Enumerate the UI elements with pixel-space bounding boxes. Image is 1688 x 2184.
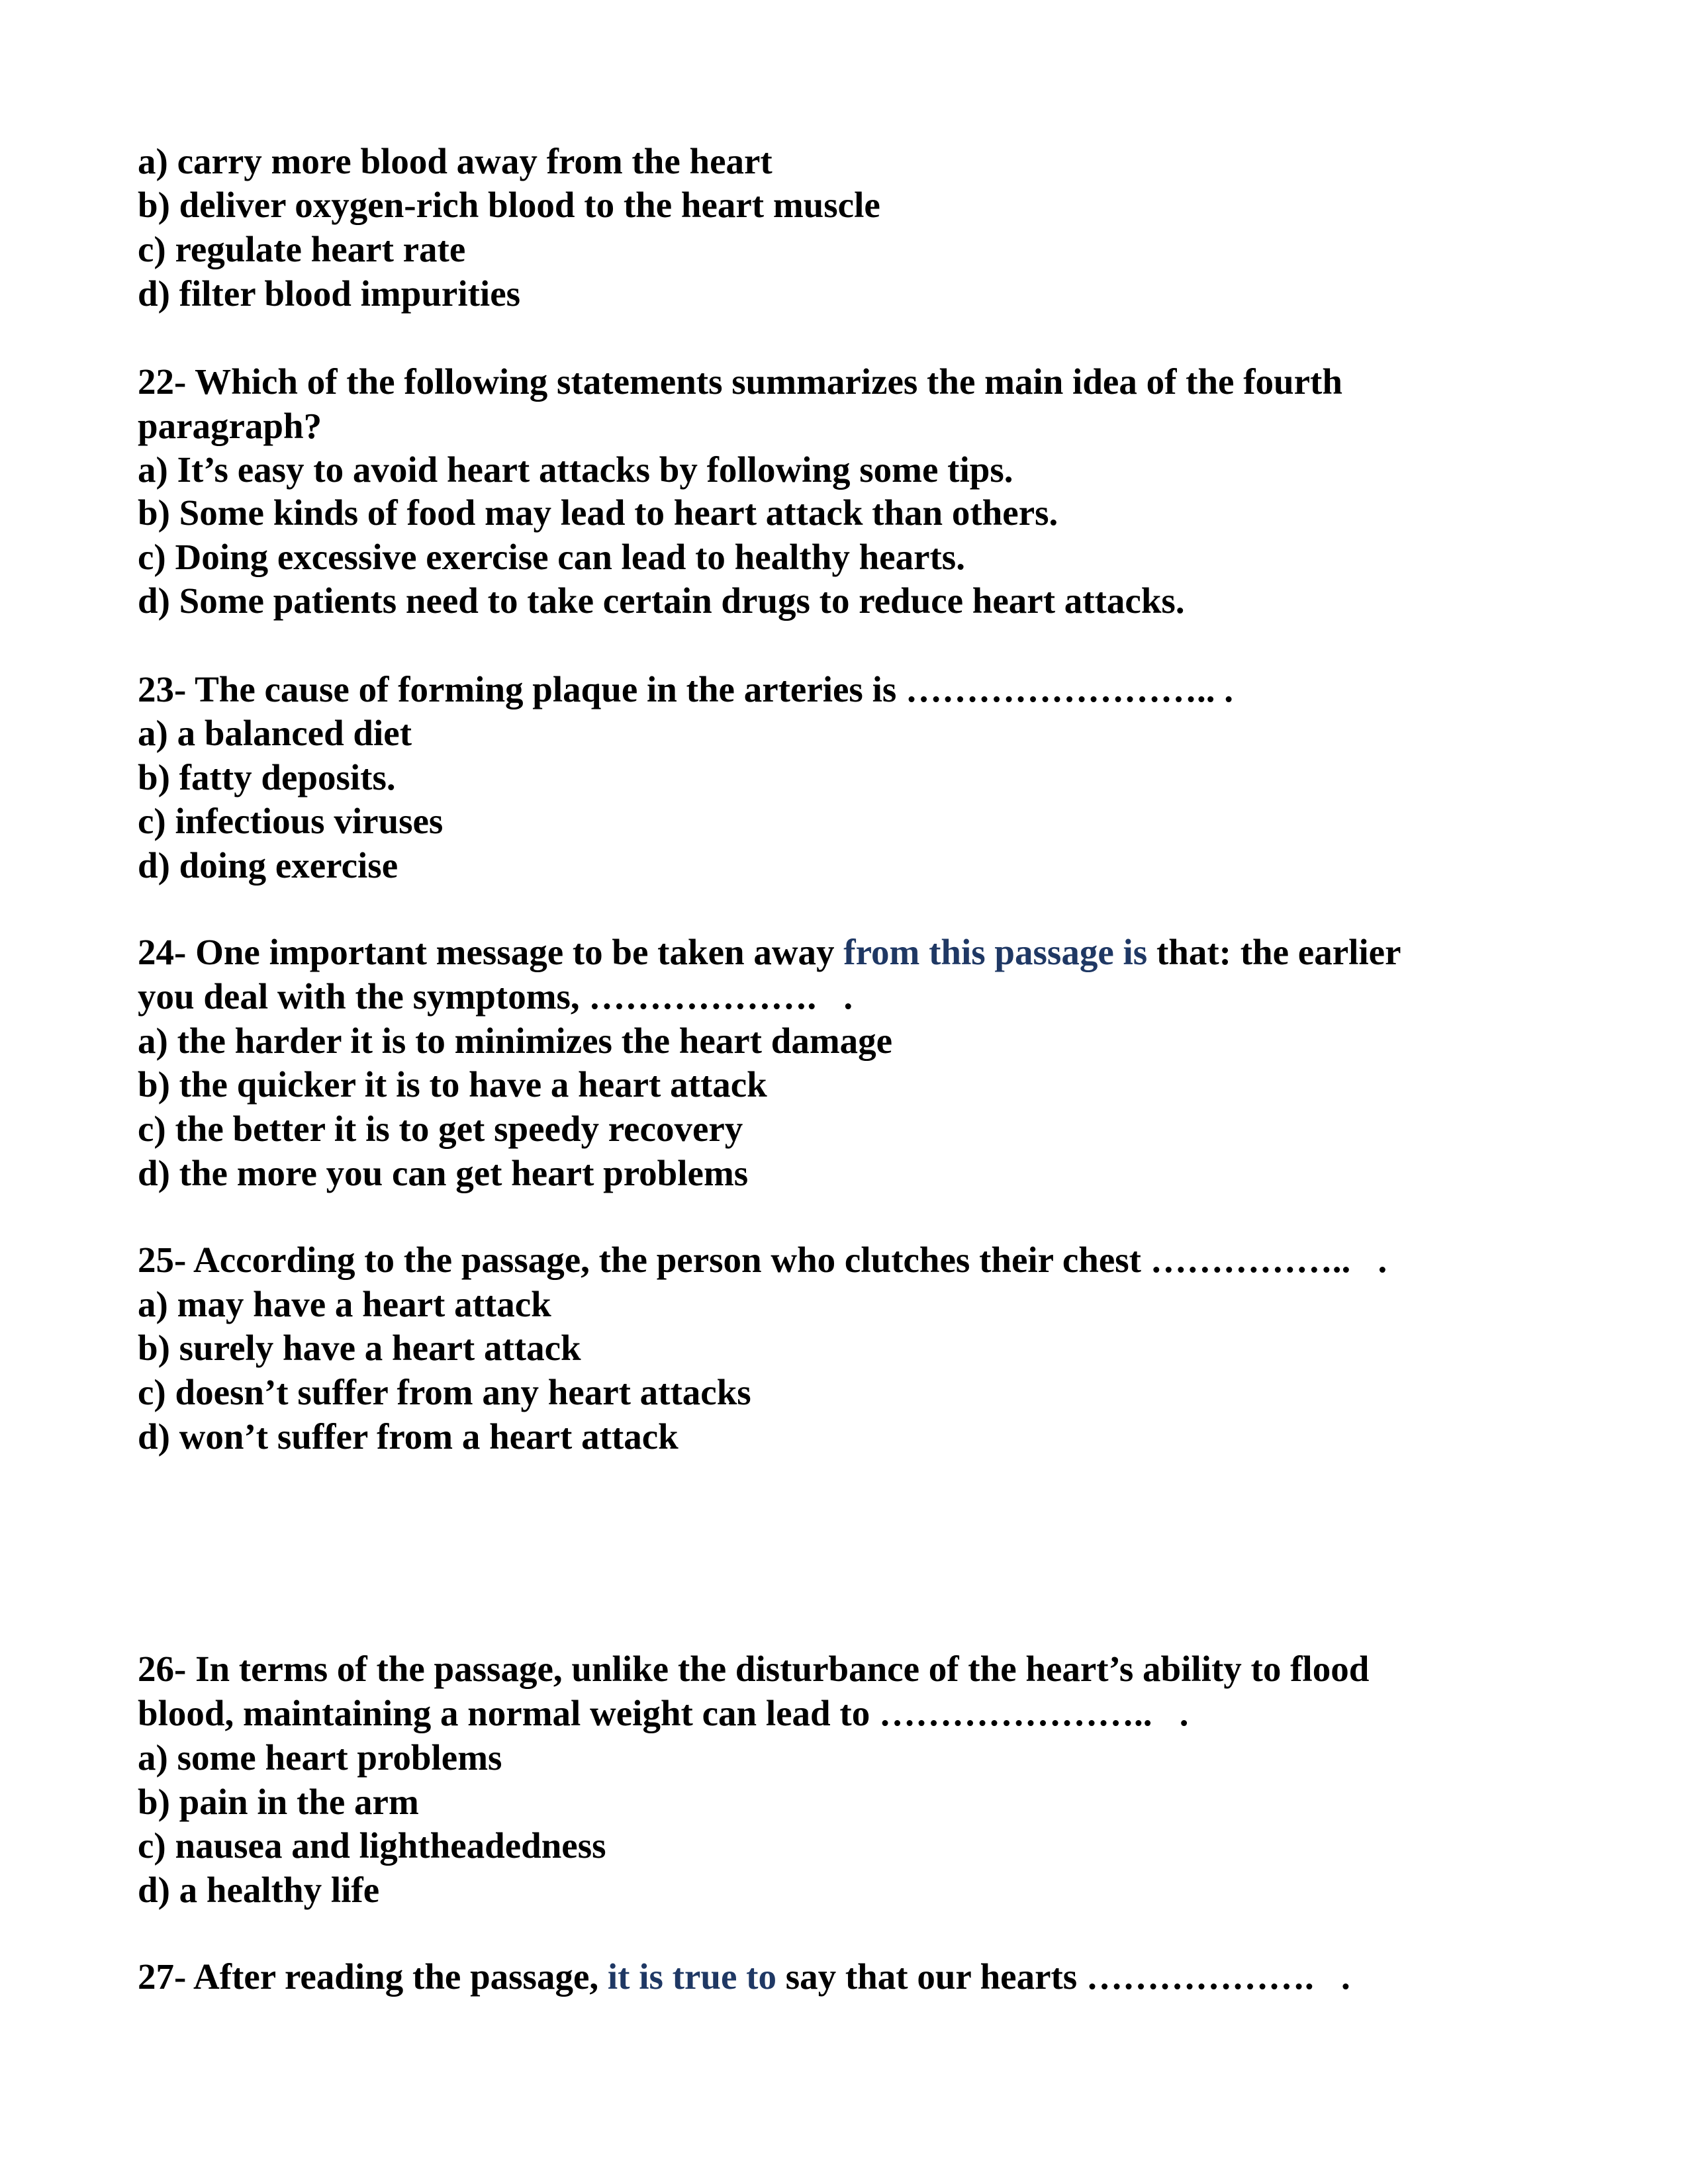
answer-option: b) Some kinds of food may lead to heart attack than others. (138, 492, 1058, 533)
answer-option: b) the quicker it is to have a heart attack (138, 1064, 767, 1105)
question-q23-stem-line (138, 668, 1233, 711)
stem-text: 25- According to the passage, the person who clutches their chest …………….. . (138, 1240, 1387, 1280)
answer-option: c) infectious viruses (138, 801, 444, 841)
answer-option: d) filter blood impurities (138, 273, 521, 314)
answer-option: c) doesn’t suffer from any heart attacks (138, 1372, 751, 1412)
answer-option: b) surely have a heart attack (138, 1328, 581, 1368)
question-q26-stem-line (138, 1692, 1188, 1735)
answer-option: d) the more you can get heart problems (138, 1153, 749, 1193)
answer-option: a) carry more blood away from the heart (138, 141, 773, 181)
answer-option: d) doing exercise (138, 845, 399, 886)
answer-option: d) a healthy life (138, 1870, 380, 1910)
answer-option: a) a balanced diet (138, 713, 412, 753)
stem-text: blood, maintaining a normal weight can lead to ………………….. . (138, 1693, 1189, 1733)
stem-text: paragraph? (138, 406, 322, 446)
answer-option: a) the harder it is to minimizes the heart damage (138, 1021, 893, 1061)
answer-option: a) may have a heart attack (138, 1284, 551, 1324)
answer-option: a) It’s easy to avoid heart attacks by following some tips. (138, 449, 1013, 490)
question-q24-stem-line (138, 931, 1401, 974)
answer-option: b) fatty deposits. (138, 757, 396, 797)
answer-option: b) pain in the arm (138, 1782, 419, 1822)
highlighted-text: it is true to (607, 1956, 776, 1997)
stem-text: 23- The cause of forming plaque in the arteries is …………………….. . (138, 669, 1234, 709)
answer-option: b) deliver oxygen-rich blood to the heart muscle (138, 185, 880, 225)
answer-option: c) the better it is to get speedy recovery (138, 1109, 743, 1149)
answer-option: a) some heart problems (138, 1737, 502, 1778)
stem-text: 24- One important message to be taken away (138, 932, 844, 972)
answer-option: d) won’t suffer from a heart attack (138, 1416, 679, 1457)
answer-option: c) regulate heart rate (138, 229, 466, 269)
question-q24-stem-line (138, 975, 853, 1019)
highlighted-text: from this passage is (843, 932, 1148, 972)
answer-option: c) Doing excessive exercise can lead to healthy hearts. (138, 537, 965, 577)
stem-text: 27- After reading the passage, (138, 1956, 608, 1997)
stem-text: say that our hearts ………………. . (776, 1956, 1350, 1997)
question-q26-stem-line (138, 1647, 1369, 1691)
stem-text: that: the earlier (1147, 932, 1401, 972)
question-q22-stem-line (138, 404, 322, 448)
stem-text: you deal with the symptoms, ………………. . (138, 976, 853, 1017)
answer-option: d) Some patients need to take certain drugs to reduce heart attacks. (138, 580, 1185, 621)
question-q27-stem-line (138, 1955, 1350, 1999)
stem-text: 22- Which of the following statements summarizes the main idea of the fourth (138, 361, 1342, 402)
stem-text: 26- In terms of the passage, unlike the disturbance of the heart’s ability to flood (138, 1649, 1370, 1689)
question-q25-stem-line (138, 1238, 1387, 1282)
question-q22-stem-line (138, 360, 1342, 404)
answer-option: c) nausea and lightheadedness (138, 1825, 606, 1866)
